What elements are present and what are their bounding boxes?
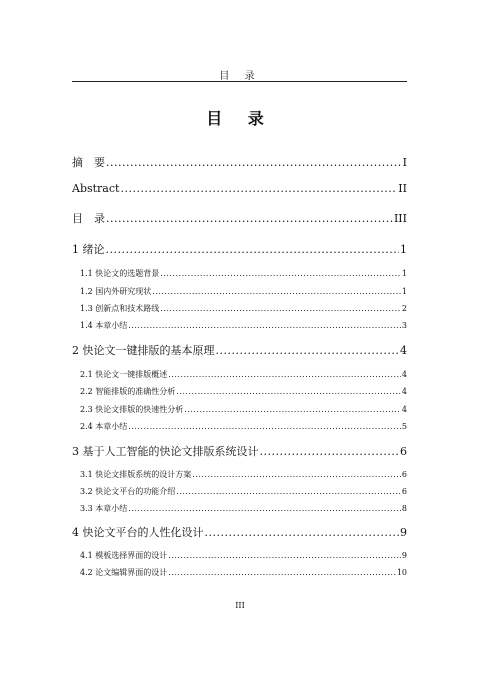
footer-page-number: III bbox=[235, 601, 245, 610]
toc-entry-label: 3.2 快论文平台的功能介绍 bbox=[80, 487, 176, 496]
toc-entry-label: 4.1 模板选择界面的设计 bbox=[80, 551, 168, 560]
toc-entry[interactable] bbox=[80, 268, 407, 279]
toc-entry-page: 2 bbox=[401, 304, 407, 313]
toc-entry-page: II bbox=[398, 182, 407, 195]
toc-entry-page: 3 bbox=[401, 321, 407, 330]
toc-leader-dots bbox=[160, 304, 401, 313]
toc-entry[interactable] bbox=[72, 443, 407, 459]
toc-leader-dots bbox=[168, 551, 401, 560]
toc-entry-page: 4 bbox=[400, 344, 407, 357]
toc-entry-label: 1.2 国内外研究现状 bbox=[80, 287, 152, 296]
toc-entry-page: 1 bbox=[400, 243, 407, 256]
toc-entry[interactable] bbox=[80, 369, 407, 380]
toc-leader-dots bbox=[128, 321, 401, 330]
toc-entry-label: 2.4 本章小结 bbox=[80, 422, 128, 431]
toc-entry[interactable] bbox=[80, 469, 407, 480]
header-rule bbox=[72, 81, 407, 82]
toc-entry-page: 10 bbox=[396, 568, 407, 577]
toc-entry-label: 1 绪论 bbox=[72, 243, 105, 256]
toc-entry-label: 3.3 本章小结 bbox=[80, 504, 128, 513]
toc-entry-page: 9 bbox=[401, 551, 407, 560]
toc-entry-page: 4 bbox=[401, 387, 407, 396]
toc-entry-page: 6 bbox=[401, 487, 407, 496]
toc-entry-label: 3 基于人工智能的快论文排版系统设计 bbox=[72, 445, 259, 458]
toc-entry[interactable] bbox=[72, 342, 407, 358]
toc-entry-label: 1.3 创新点和技术路线 bbox=[80, 304, 160, 313]
toc-leader-dots bbox=[128, 422, 401, 431]
toc-leader-dots bbox=[120, 182, 397, 195]
toc-entry-label: 2.1 快论文一键排版概述 bbox=[80, 370, 168, 379]
toc-entry-page: 9 bbox=[400, 526, 407, 539]
toc-leader-dots bbox=[168, 568, 396, 577]
toc-leader-dots bbox=[152, 287, 401, 296]
toc-entry-label: 3.1 快论文排版系统的设计方案 bbox=[80, 470, 192, 479]
toc-entry[interactable] bbox=[72, 241, 407, 257]
toc-leader-dots bbox=[260, 445, 400, 458]
toc-leader-dots bbox=[168, 370, 401, 379]
toc-entry-page: 1 bbox=[401, 287, 407, 296]
toc-entry-label: Abstract bbox=[72, 182, 120, 195]
toc-entry-page: 5 bbox=[401, 422, 407, 431]
toc-leader-dots bbox=[106, 243, 400, 256]
toc-entry-page: I bbox=[402, 156, 407, 169]
toc-leader-dots bbox=[184, 405, 401, 414]
toc-entry-label: 4.2 论文编辑界面的设计 bbox=[80, 568, 168, 577]
running-header: 目 录 bbox=[219, 71, 261, 82]
toc-entry-label: 1.4 本章小结 bbox=[80, 321, 128, 330]
toc-leader-dots bbox=[192, 470, 401, 479]
toc-entry-page: 6 bbox=[401, 470, 407, 479]
toc-entry[interactable] bbox=[80, 386, 407, 397]
toc-leader-dots bbox=[128, 504, 401, 513]
toc-entry[interactable] bbox=[72, 210, 407, 226]
toc-entry-page: 4 bbox=[401, 405, 407, 414]
toc-entry-label: 2.2 智能排版的准确性分析 bbox=[80, 387, 176, 396]
toc-entry[interactable] bbox=[80, 286, 407, 297]
toc-entry[interactable] bbox=[80, 320, 407, 331]
toc-leader-dots bbox=[176, 387, 401, 396]
toc-entry[interactable] bbox=[72, 154, 407, 170]
toc-entry[interactable] bbox=[80, 404, 407, 415]
toc-leader-dots bbox=[106, 212, 393, 225]
toc-entry[interactable] bbox=[80, 503, 407, 514]
toc-entry-label: 2 快论文一键排版的基本原理 bbox=[72, 344, 215, 357]
toc-leader-dots bbox=[176, 487, 401, 496]
toc-entry-label: 4 快论文平台的人性化设计 bbox=[72, 526, 204, 539]
toc-leader-dots bbox=[216, 344, 400, 357]
toc-entry[interactable] bbox=[72, 524, 407, 540]
toc-entry-page: 1 bbox=[401, 269, 407, 278]
toc-leader-dots bbox=[106, 156, 402, 169]
toc-entry[interactable] bbox=[80, 421, 407, 432]
toc-entry-label: 摘 要 bbox=[72, 156, 105, 169]
toc-entry-label: 1.1 快论文的选题背景 bbox=[80, 269, 160, 278]
toc-leader-dots bbox=[205, 526, 400, 539]
toc-entry-page: 4 bbox=[401, 370, 407, 379]
toc-entry[interactable] bbox=[72, 182, 407, 195]
toc-entry[interactable] bbox=[80, 567, 407, 578]
toc-entry-page: III bbox=[393, 212, 407, 225]
toc-entry[interactable] bbox=[80, 486, 407, 497]
toc-entry[interactable] bbox=[80, 550, 407, 561]
toc-entry-page: 8 bbox=[401, 504, 407, 513]
toc-entry[interactable] bbox=[80, 303, 407, 314]
toc-title: 目 录 bbox=[206, 109, 274, 128]
toc-entry-label: 2.3 快论文排版的快速性分析 bbox=[80, 405, 184, 414]
toc-entry-page: 6 bbox=[400, 445, 407, 458]
toc-leader-dots bbox=[160, 269, 401, 278]
toc-entry-label: 目 录 bbox=[72, 212, 105, 225]
